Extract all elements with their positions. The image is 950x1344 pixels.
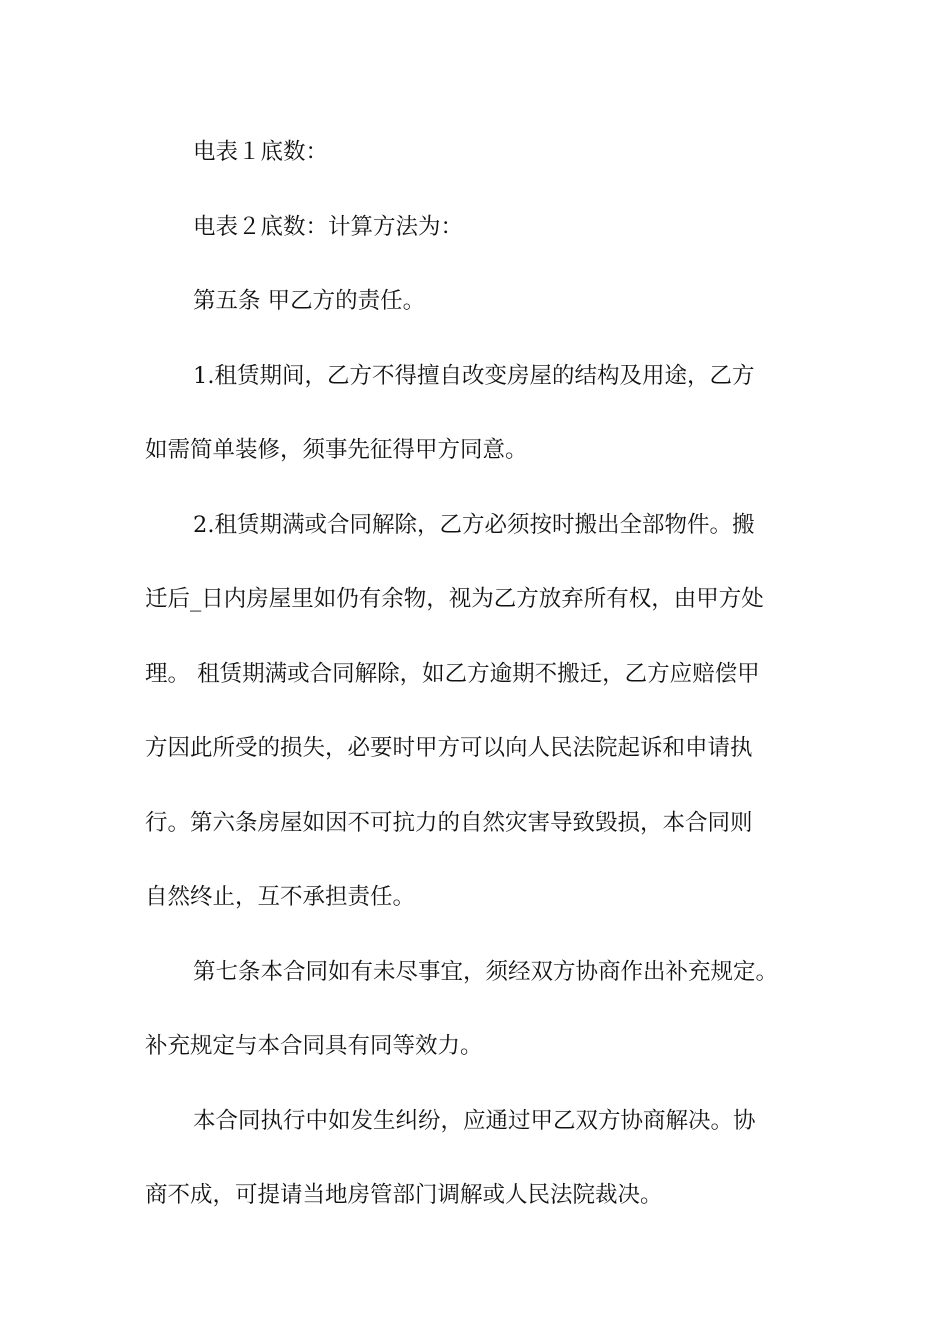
paragraph-line: 方因此所受的损失，必要时甲方可以向人民法院起诉和申请执 [145,735,753,761]
paragraph-line: 电表１底数： [193,139,329,165]
paragraph-line: 补充规定与本合同具有同等效力。 [145,1033,483,1059]
paragraph-line: 电表２底数：计算方法为： [193,214,464,240]
paragraph-line: 第七条本合同如有未尽事宜，须经双方协商作出补充规定。 [193,959,779,985]
paragraph-line: 1.租赁期间，乙方不得擅自改变房屋的结构及用途，乙方 [193,363,755,389]
section-heading: 第五条 甲乙方的责任。 [193,288,426,314]
paragraph-line: 迁后_日内房屋里如仍有余物，视为乙方放弃所有权，由甲方处 [145,586,764,612]
paragraph-line: 行。第六条房屋如因不可抗力的自然灾害导致毁损，本合同则 [145,810,753,836]
paragraph-line: 本合同执行中如发生纠纷，应通过甲乙双方协商解决。协 [193,1108,756,1134]
paragraph-line: 理。 租赁期满或合同解除，如乙方逾期不搬迁，乙方应赔偿甲 [145,661,760,687]
paragraph-line: 自然终止，互不承担责任。 [145,884,416,910]
paragraph-line: 2.租赁期满或合同解除，乙方必须按时搬出全部物件。搬 [193,512,755,538]
paragraph-line: 如需简单装修，须事先征得甲方同意。 [145,437,528,463]
paragraph-line: 商不成，可提请当地房管部门调解或人民法院裁决。 [145,1182,663,1208]
